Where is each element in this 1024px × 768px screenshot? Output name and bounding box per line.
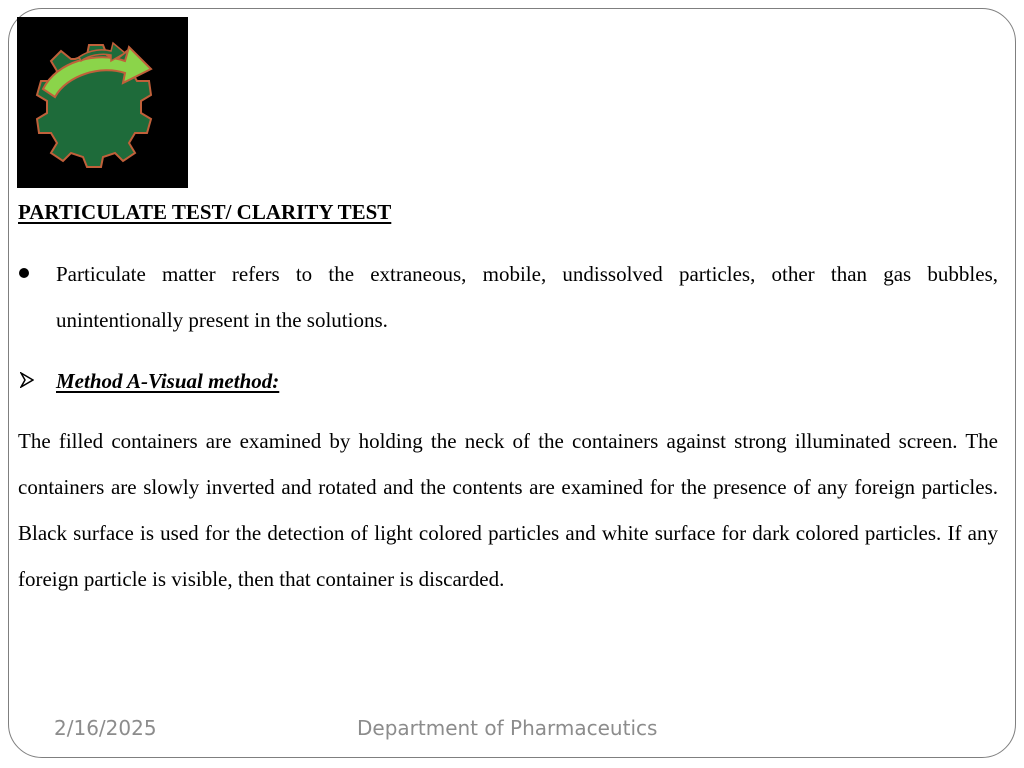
bullet-item xyxy=(18,251,998,343)
footer-department: Department of Pharmaceutics xyxy=(357,716,658,740)
method-item xyxy=(18,358,998,404)
logo xyxy=(17,17,188,188)
bullet-text: Particulate matter refers to the extraneous, mobile, undissolved particles, other than gas bubbles, unintentionally present in the solutions. xyxy=(56,262,998,332)
slide-heading: PARTICULATE TEST/ CLARITY TEST xyxy=(18,200,392,224)
gear-with-arrow-icon xyxy=(17,17,188,188)
method-description: The filled containers are examined by holding the neck of the containers against strong illuminated screen. The containers are slowly inverted and rotated and the contents are examined for the presence of any foreign particles. Black surface is used for the detection of light colored particles and white surface for dark colored particles. If any foreign particle is visible, then that container is discarded. xyxy=(18,429,998,591)
method-title: Method A-Visual method: xyxy=(56,369,280,393)
footer-date: 2/16/2025 xyxy=(54,716,157,740)
